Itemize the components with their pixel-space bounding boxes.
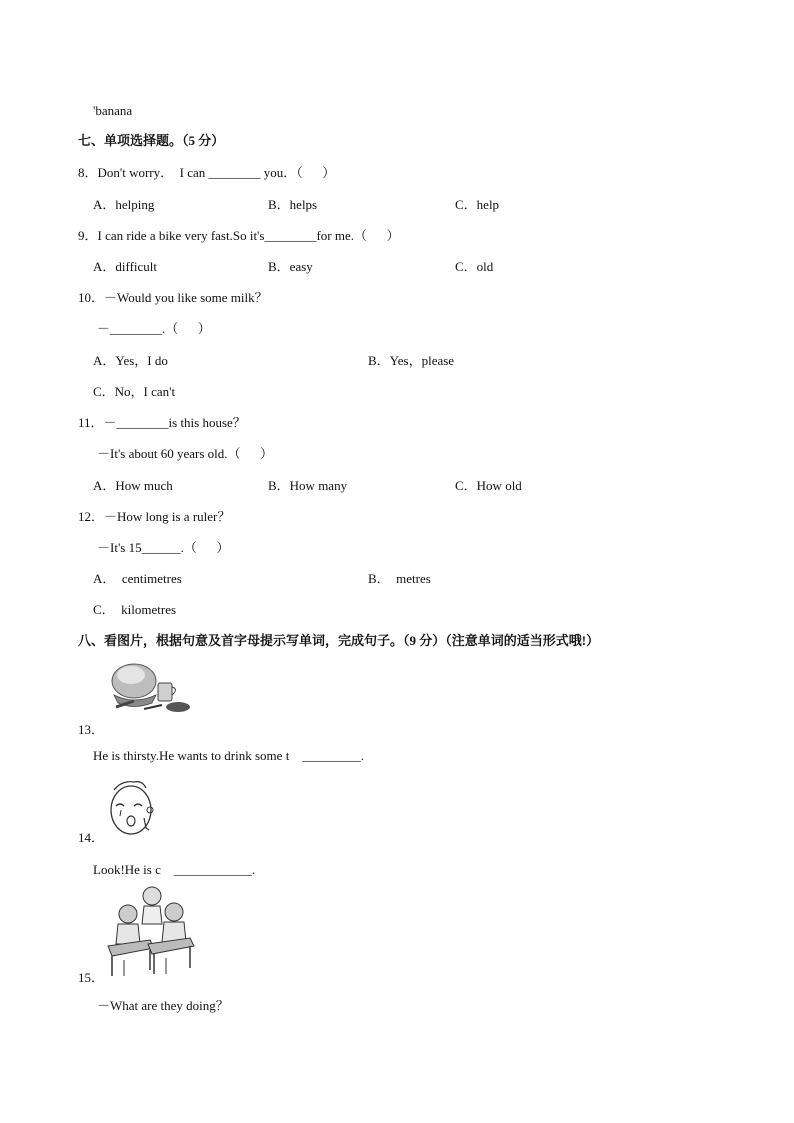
question-15-sentence: －What are they doing？ [97, 998, 229, 1013]
question-8-option-b[interactable]: B．helps [268, 197, 318, 212]
question-12-reply: －It's 15______.（ ） [97, 540, 230, 555]
section-7-heading: 七、单项选择题。（5 分） [78, 133, 225, 148]
question-11-option-b[interactable]: B．How many [268, 478, 348, 493]
question-12-option-c[interactable]: C． kilometres [93, 602, 177, 617]
question-12-option-b[interactable]: B． metres [368, 571, 431, 586]
question-15-number: 15． [78, 970, 105, 985]
question-11-stem: 11．－________is this house？ [78, 415, 246, 430]
question-12-option-a[interactable]: A． centimetres [93, 571, 182, 586]
question-10-option-c[interactable]: C．No，I can't [93, 384, 176, 399]
question-13-sentence: He is thirsty.He wants to drink some t _________. [93, 748, 365, 763]
question-8-stem: 8．Don't worry． I can ________ you．（ ） [78, 165, 336, 180]
prev-answer-word: 'banana [93, 103, 133, 118]
question-11-reply: －It's about 60 years old.（ ） [97, 446, 274, 461]
question-14-sentence: Look!He is c ____________. [93, 862, 256, 877]
question-14-number: 14． [78, 830, 105, 845]
question-10-stem: 10．－Would you like some milk？ [78, 290, 268, 305]
question-9-stem: 9．I can ride a bike very fast.So it's________for me.（ ） [78, 228, 400, 243]
question-12-stem: 12．－How long is a ruler？ [78, 509, 231, 524]
question-10-option-b[interactable]: B．Yes，please [368, 353, 455, 368]
question-11-option-c[interactable]: C．How old [455, 478, 522, 493]
question-9-option-b[interactable]: B．easy [268, 259, 313, 274]
question-11-option-a[interactable]: A．How much [93, 478, 173, 493]
question-9-option-c[interactable]: C．old [455, 259, 494, 274]
question-8-option-a[interactable]: A．helping [93, 197, 155, 212]
question-8-option-c[interactable]: C．help [455, 197, 500, 212]
students-at-desks-picture [104, 884, 196, 980]
question-10-option-a[interactable]: A．Yes，I do [93, 353, 168, 368]
question-13-number: 13． [78, 722, 105, 737]
crying-face-picture [104, 778, 160, 840]
section-8-heading: 八、看图片，根据句意及首字母提示写单词，完成句子。（9 分）（注意单词的适当形式哦!） [78, 633, 600, 648]
question-10-reply: －________.（ ） [97, 321, 211, 336]
question-9-option-a[interactable]: A．difficult [93, 259, 158, 274]
drink-food-picture [104, 655, 194, 717]
